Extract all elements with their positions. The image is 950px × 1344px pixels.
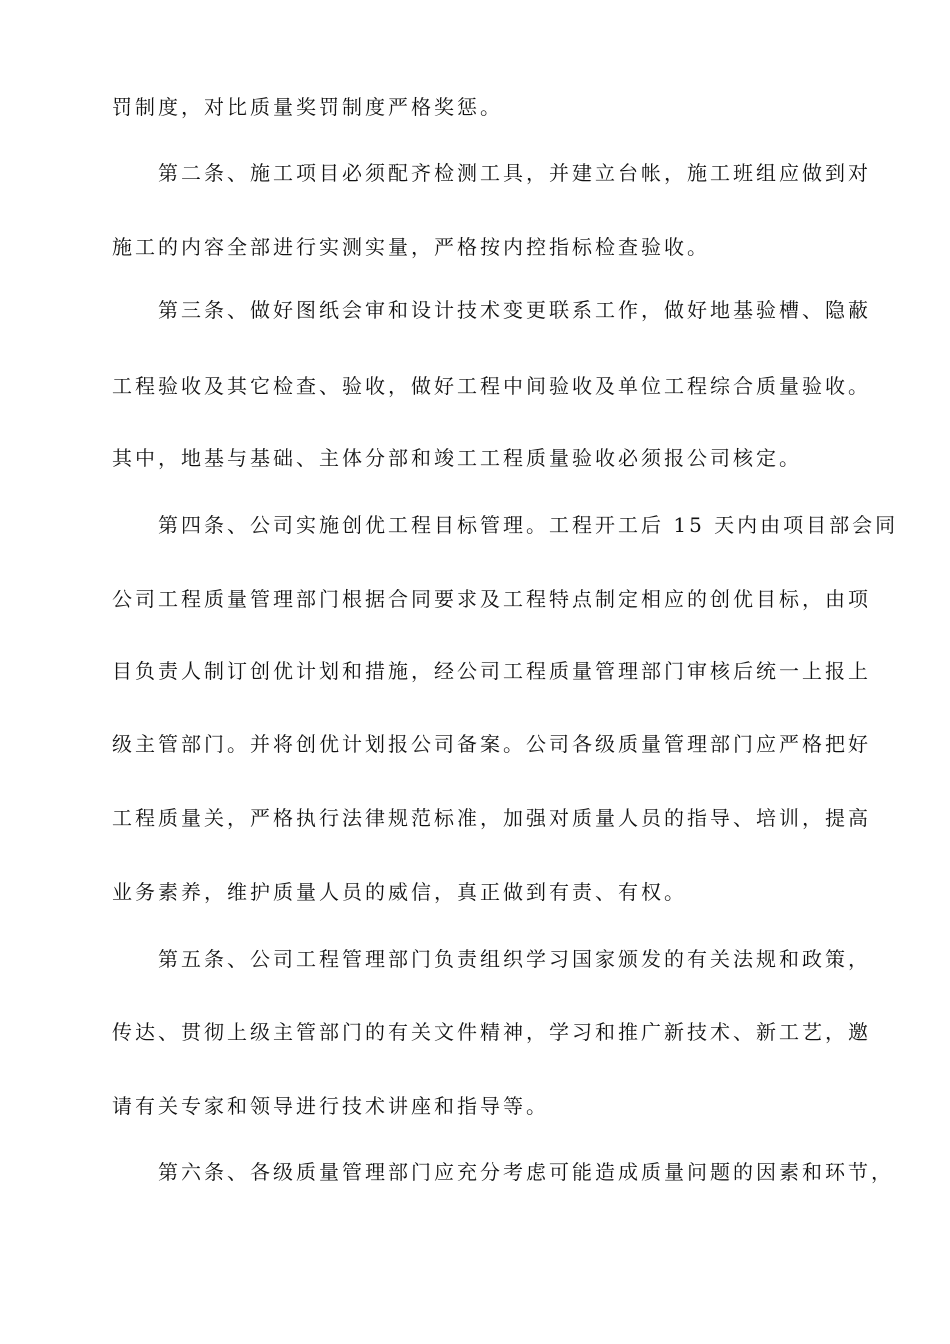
- article-2-line-1: 第二条、施工项目必须配齐检测工具，并建立台帐，施工班组应做到对: [158, 161, 871, 185]
- article-2-line-2: 施工的内容全部进行实测实量，严格按内控指标检查验收。: [112, 235, 710, 259]
- article-6-line-1: 第六条、各级质量管理部门应充分考虑可能造成质量问题的因素和环节，: [158, 1160, 894, 1184]
- article-5-line-3: 请有关专家和领导进行技术讲座和指导等。: [112, 1094, 549, 1118]
- article-5-line-2: 传达、贯彻上级主管部门的有关文件精神，学习和推广新技术、新工艺，邀: [112, 1020, 871, 1044]
- article-4-line-3: 目负责人制订创优计划和措施，经公司工程质量管理部门审核后统一上报上: [112, 659, 871, 683]
- article-3-line-1: 第三条、做好图纸会审和设计技术变更联系工作，做好地基验槽、隐蔽: [158, 298, 871, 322]
- article-5-line-1: 第五条、公司工程管理部门负责组织学习国家颁发的有关法规和政策，: [158, 947, 871, 971]
- article-4-line-5: 工程质量关，严格执行法律规范标准，加强对质量人员的指导、培训，提高: [112, 806, 871, 830]
- article-3-line-3: 其中，地基与基础、主体分部和竣工工程质量验收必须报公司核定。: [112, 446, 802, 470]
- article-4-line-4: 级主管部门。并将创优计划报公司备案。公司各级质量管理部门应严格把好: [112, 732, 871, 756]
- paragraph-line-1: 罚制度，对比质量奖罚制度严格奖惩。: [112, 95, 503, 119]
- article-4-line-6: 业务素养，维护质量人员的威信，真正做到有责、有权。: [112, 880, 687, 904]
- article-4-line-1: 第四条、公司实施创优工程目标管理。工程开工后 15 天内由项目部会同: [158, 513, 899, 537]
- article-4-line-2: 公司工程质量管理部门根据合同要求及工程特点制定相应的创优目标，由项: [112, 587, 871, 611]
- article-3-line-2: 工程验收及其它检查、验收，做好工程中间验收及单位工程综合质量验收。: [112, 374, 871, 398]
